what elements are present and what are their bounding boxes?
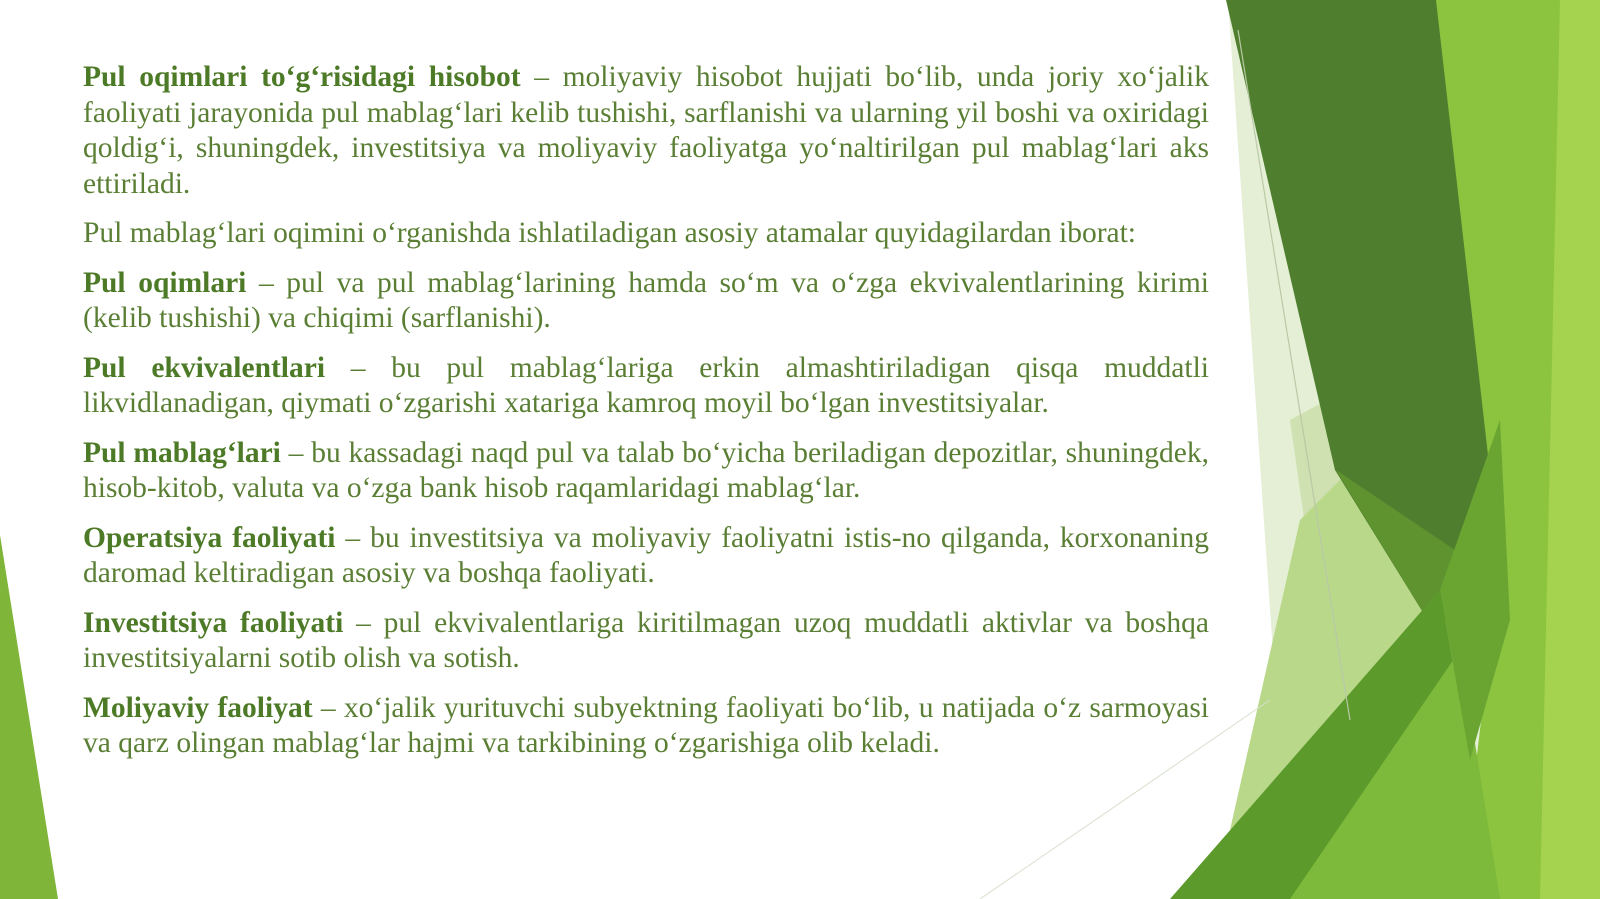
paragraph-operating-activity — [83, 521, 1209, 592]
definition-operating-activity: – bu investitsiya va moliyaviy faoliyatni istis-no qilganda, korxonaning daromad keltiradigan asosiy va boshqa faoliyati. — [83, 521, 1209, 589]
term-investing-activity: Investitsiya faoliyati — [83, 606, 344, 639]
paragraph-cash-flows — [83, 266, 1209, 337]
definition-financing-activity: – xo‘jalik yurituvchi subyektning faoliyati bo‘lib, u natijada o‘z sarmoyasi va qarz olingan mablag‘lar hajmi va tarkibining o‘zgarishiga olib keladi. — [83, 691, 1209, 759]
term-cash-equivalents: Pul ekvivalentlari — [83, 351, 326, 384]
term-cash-flow-statement: Pul oqimlari to‘g‘risidagi hisobot — [83, 61, 521, 93]
definition-cash-flows: – pul va pul mablag‘larining hamda so‘m va o‘zga ekvivalentlarining kirimi (kelib tushishi) va chiqimi (sarflanishi). — [83, 266, 1209, 334]
definition-cash-flow-statement: – moliyaviy hisobot hujjati bo‘lib, unda joriy xo‘jalik faoliyati jarayonida pul mablag‘lari kelib tushishi, sarflanishi va ularning yil boshi va oxiridagi qoldig‘i, shuningdek, investitsiya va moliyaviy faoliyatga yo‘naltirilgan pul mablag‘lari aks ettiriladi. — [83, 61, 1209, 200]
term-cash-flows: Pul oqimlari — [83, 266, 247, 299]
term-operating-activity: Operatsiya faoliyati — [83, 521, 336, 554]
definition-cash-funds: – bu kassadagi naqd pul va talab bo‘yicha beriladigan depozitlar, shuningdek, hisob-kitob, valuta va o‘zga bank hisob raqamlaridagi mablag‘lar. — [83, 436, 1209, 504]
term-financing-activity: Moliyaviy faoliyat — [83, 691, 313, 724]
definition-investing-activity: – pul ekvivalentlariga kiritilmagan uzoq muddatli aktivlar va boshqa investitsiyalarni sotib olish va sotish. — [83, 606, 1209, 674]
term-cash-funds: Pul mablag‘lari — [83, 436, 281, 469]
paragraph-cash-equivalents — [83, 351, 1209, 422]
paragraph-intro-terms — [83, 216, 1209, 252]
left-green-wedge — [0, 535, 58, 899]
paragraph-investing-activity — [83, 606, 1209, 677]
intro-terms-text: Pul mablag‘lari oqimini o‘rganishda ishlatiladigan asosiy atamalar quyidagilardan iborat: — [83, 217, 1136, 249]
paragraph-cash-funds — [83, 436, 1209, 507]
paragraph-financing-activity — [83, 691, 1209, 762]
definition-cash-equivalents: – bu pul mablag‘lariga erkin almashtiriladigan qisqa muddatli likvidlanadigan, qiymati o‘zgarishi xatariga kamroq moyil bo‘lgan investitsiyalar. — [83, 351, 1209, 419]
slide-body — [83, 60, 1209, 776]
paragraph-cash-flow-statement — [83, 60, 1209, 202]
